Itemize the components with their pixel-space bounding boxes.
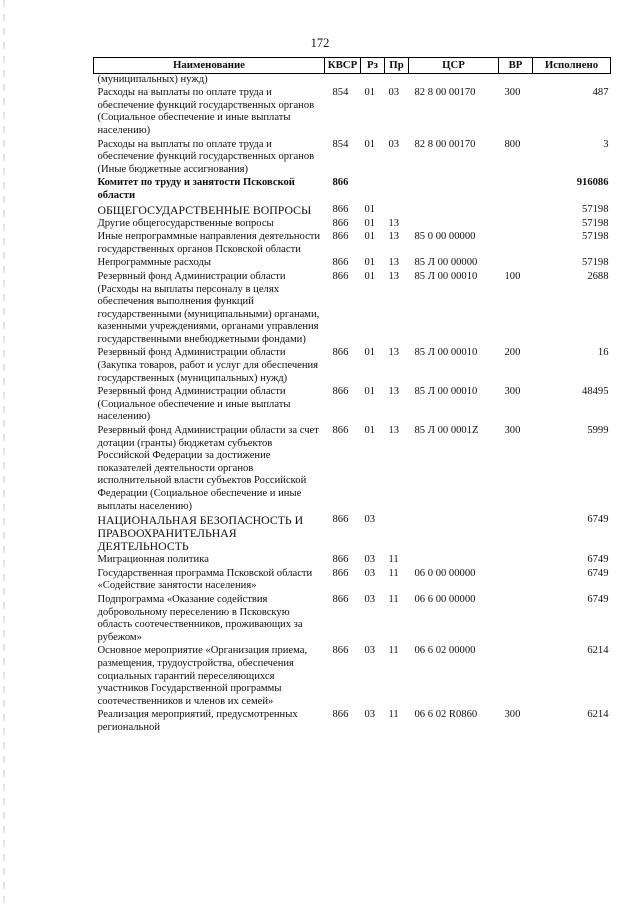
table-row xyxy=(94,554,611,568)
cell-executed: 6214 xyxy=(587,645,609,657)
cell-pr: 03 xyxy=(388,138,400,150)
cell-executed: 6214 xyxy=(587,709,609,721)
cell-kvsr: 866 xyxy=(332,177,349,189)
cell-executed: 6749 xyxy=(587,554,609,566)
table-row xyxy=(94,231,611,257)
cell-kvsr: 866 xyxy=(332,217,349,229)
cell-executed: 57198 xyxy=(582,203,609,215)
cell-vr xyxy=(499,73,533,87)
cell-rz: 01 xyxy=(364,231,376,243)
cell-pr: 13 xyxy=(388,231,400,243)
cell-kvsr: 866 xyxy=(332,257,349,269)
cell-pr xyxy=(385,514,409,554)
page-number: 172 xyxy=(310,36,330,50)
table-body xyxy=(94,73,611,735)
cell-csr: 06 0 00 00000 xyxy=(414,567,476,579)
table-row xyxy=(94,139,611,178)
cell-kvsr: 866 xyxy=(332,270,349,282)
cell-name: Расходы на выплаты по оплате труда и обеспечение функций государственных органов (Социальное обеспечение и иные выплаты населению) xyxy=(97,87,315,136)
cell-rz: 01 xyxy=(364,347,376,359)
cell-executed: 5999 xyxy=(587,425,609,437)
cell-csr: 82 8 00 00170 xyxy=(414,87,476,99)
cell-vr xyxy=(499,568,533,594)
cell-kvsr: 854 xyxy=(332,138,349,150)
header-rz: Рз xyxy=(361,58,385,74)
cell-pr: 11 xyxy=(388,567,399,579)
cell-rz: 03 xyxy=(364,514,376,526)
cell-pr: 03 xyxy=(388,87,400,99)
table-row xyxy=(94,386,611,425)
cell-name: Государственная программа Псковской области «Содействие занятости населения» xyxy=(97,567,313,592)
cell-rz: 01 xyxy=(364,257,376,269)
table-row xyxy=(94,257,611,271)
table-row xyxy=(94,568,611,594)
table-row xyxy=(94,218,611,232)
cell-vr: 200 xyxy=(504,347,521,359)
table-row xyxy=(94,645,611,709)
cell-kvsr: 866 xyxy=(332,567,349,579)
cell-vr xyxy=(499,257,533,271)
cell-executed: 6749 xyxy=(587,593,609,605)
cell-csr xyxy=(409,204,499,218)
cell-pr: 13 xyxy=(388,425,400,437)
cell-vr: 100 xyxy=(504,270,521,282)
table-row xyxy=(94,87,611,138)
cell-vr: 300 xyxy=(504,87,521,99)
table-row xyxy=(94,271,611,348)
cell-vr xyxy=(499,645,533,709)
cell-csr: 85 Л 00 0001Z xyxy=(414,425,479,437)
scan-edge-artifact xyxy=(3,0,5,905)
table-row xyxy=(94,204,611,218)
cell-csr: 82 8 00 00170 xyxy=(414,138,476,150)
cell-vr xyxy=(499,594,533,645)
cell-vr: 300 xyxy=(504,386,521,398)
table-row xyxy=(94,425,611,514)
cell-executed: 3 xyxy=(603,138,609,150)
cell-kvsr: 866 xyxy=(332,347,349,359)
cell-kvsr xyxy=(325,73,361,87)
cell-name: ОБЩЕГОСУДАРСТВЕННЫЕ ВОПРОСЫ xyxy=(97,202,312,217)
cell-executed: 48495 xyxy=(582,386,609,398)
cell-vr xyxy=(499,231,533,257)
cell-pr: 11 xyxy=(388,554,399,566)
cell-rz: 03 xyxy=(364,554,376,566)
cell-name: Резервный фонд Администрации области (Социальное обеспечение и иные выплаты населению) xyxy=(97,386,291,423)
cell-executed: 57198 xyxy=(582,217,609,229)
cell-rz xyxy=(361,177,385,203)
cell-pr xyxy=(385,177,409,203)
cell-executed xyxy=(533,73,611,87)
cell-pr: 13 xyxy=(388,386,400,398)
cell-executed: 6749 xyxy=(587,514,609,526)
cell-pr: 13 xyxy=(388,270,400,282)
cell-name: Реализация мероприятий, предусмотренных региональной xyxy=(97,709,298,733)
cell-csr: 85 Л 00 00010 xyxy=(414,270,478,282)
cell-csr: 06 6 00 00000 xyxy=(414,593,476,605)
cell-executed: 2688 xyxy=(587,270,609,282)
cell-pr xyxy=(385,204,409,218)
cell-name: Подпрограмма «Оказание содействия добровольному переселению в Псковскую область соотечественников, проживающих за рубежом» xyxy=(97,593,303,643)
table-row xyxy=(94,177,611,203)
cell-csr: 85 Л 00 00010 xyxy=(414,386,478,398)
cell-rz xyxy=(361,73,385,87)
cell-kvsr: 866 xyxy=(332,645,349,657)
cell-pr: 11 xyxy=(388,593,399,605)
cell-name: НАЦИОНАЛЬНАЯ БЕЗОПАСНОСТЬ И ПРАВООХРАНИТЕЛЬНАЯ ДЕЯТЕЛЬНОСТЬ xyxy=(97,513,304,554)
cell-vr xyxy=(499,218,533,232)
cell-csr xyxy=(409,73,499,87)
cell-executed: 487 xyxy=(592,87,609,99)
cell-rz: 03 xyxy=(364,593,376,605)
cell-name: Миграционная политика xyxy=(97,554,209,566)
cell-rz: 01 xyxy=(364,138,376,150)
cell-rz: 03 xyxy=(364,709,376,721)
cell-vr xyxy=(499,204,533,218)
cell-vr: 300 xyxy=(504,425,521,437)
cell-rz: 03 xyxy=(364,567,376,579)
table-row xyxy=(94,73,611,87)
cell-csr: 85 Л 00 00010 xyxy=(414,347,478,359)
cell-name: Другие общегосударственные вопросы xyxy=(97,217,274,229)
cell-rz: 01 xyxy=(364,386,376,398)
cell-vr: 800 xyxy=(504,138,521,150)
table-row xyxy=(94,514,611,554)
budget-table-container xyxy=(93,57,610,736)
cell-name: Непрограммные расходы xyxy=(97,257,211,269)
cell-rz: 01 xyxy=(364,270,376,282)
cell-executed: 57198 xyxy=(582,231,609,243)
cell-vr xyxy=(499,514,533,554)
cell-pr: 11 xyxy=(388,645,399,657)
cell-csr: 85 Л 00 00000 xyxy=(414,257,478,269)
cell-kvsr: 866 xyxy=(332,231,349,243)
header-executed: Исполнено xyxy=(533,58,611,74)
table-row xyxy=(94,347,611,386)
cell-kvsr: 866 xyxy=(332,514,349,526)
cell-executed: 6749 xyxy=(587,567,609,579)
cell-executed: 916086 xyxy=(576,177,609,189)
cell-name: Иные непрограммные направления деятельности государственных органов Псковской области xyxy=(97,231,321,255)
cell-name: Комитет по труду и занятости Псковской области xyxy=(97,177,295,201)
table-header xyxy=(94,58,611,74)
cell-name: Основное мероприятие «Организация приема, размещения, трудоустройства, обеспечения социальных гарантий переселяющихся участников Государственной программы соотечественников и членов их семей» xyxy=(97,645,308,707)
header-vr: ВР xyxy=(499,58,533,74)
cell-csr xyxy=(409,177,499,203)
header-name: Наименование xyxy=(94,58,325,74)
cell-executed: 16 xyxy=(597,347,609,359)
cell-csr: 06 6 02 00000 xyxy=(414,645,476,657)
cell-pr: 13 xyxy=(388,257,400,269)
cell-rz: 01 xyxy=(364,203,376,215)
table-row xyxy=(94,709,611,735)
cell-kvsr: 866 xyxy=(332,709,349,721)
cell-kvsr: 866 xyxy=(332,425,349,437)
cell-csr xyxy=(409,514,499,554)
cell-kvsr: 866 xyxy=(332,203,349,215)
cell-pr: 13 xyxy=(388,347,400,359)
cell-kvsr: 866 xyxy=(332,554,349,566)
cell-rz: 01 xyxy=(364,217,376,229)
cell-pr: 11 xyxy=(388,709,399,721)
cell-kvsr: 866 xyxy=(332,593,349,605)
budget-execution-table xyxy=(93,57,611,736)
cell-executed: 57198 xyxy=(582,257,609,269)
cell-csr xyxy=(409,218,499,232)
cell-name: (муниципальных) нужд) xyxy=(97,73,208,85)
table-row xyxy=(94,594,611,645)
cell-kvsr: 854 xyxy=(332,87,349,99)
cell-rz: 03 xyxy=(364,645,376,657)
cell-name: Резервный фонд Администрации области (Закупка товаров, работ и услуг для обеспечения государственных (муниципальных) нужд) xyxy=(97,347,319,384)
cell-pr: 13 xyxy=(388,217,400,229)
cell-vr: 300 xyxy=(504,709,521,721)
cell-name: Резервный фонд Администрации области (Расходы на выплаты персоналу в целях обеспечения выполнения функций государственными (муниципальными) органами, казенными учреждениями, органами управления государственными внебюджетными фондами) xyxy=(97,270,320,345)
cell-csr xyxy=(409,554,499,568)
cell-vr xyxy=(499,554,533,568)
cell-kvsr: 866 xyxy=(332,386,349,398)
cell-rz: 01 xyxy=(364,425,376,437)
cell-name: Расходы на выплаты по оплате труда и обеспечение функций государственных органов (Иные бюджетные ассигнования) xyxy=(97,138,315,175)
cell-csr: 06 6 02 R0860 xyxy=(414,709,478,721)
cell-name: Резервный фонд Администрации области за счет дотации (гранты) бюджетам субъектов Российской Федерации за достижение показателей деятельности органов исполнительной власти субъектов Российской Федерации (Социальное обеспечение и иные выплаты населению) xyxy=(97,425,319,512)
header-kvsr: КВСР xyxy=(325,58,361,74)
cell-vr xyxy=(499,177,533,203)
header-csr: ЦСР xyxy=(409,58,499,74)
cell-rz: 01 xyxy=(364,87,376,99)
header-pr: Пр xyxy=(385,58,409,74)
cell-csr: 85 0 00 00000 xyxy=(414,231,476,243)
cell-pr xyxy=(385,73,409,87)
